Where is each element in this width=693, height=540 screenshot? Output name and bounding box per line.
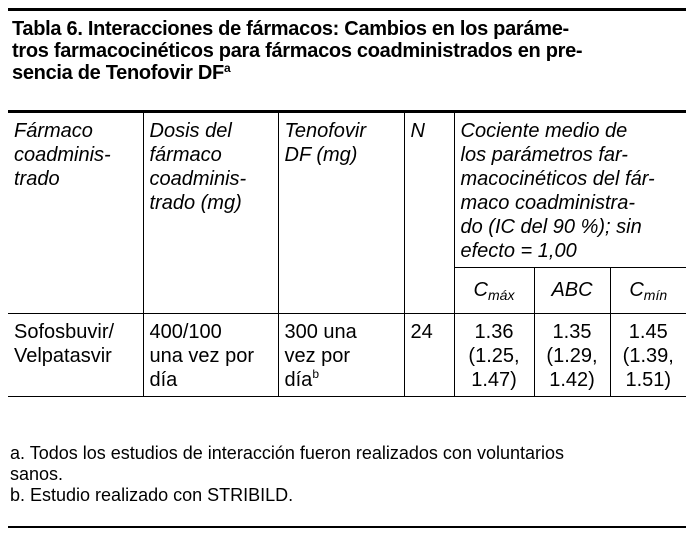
bottom-rule (8, 526, 686, 528)
subheader-abc: ABC (534, 268, 610, 314)
title-line-2: tros farmacocinéticos para fármacos coadministrados en pre- (12, 40, 583, 62)
tenofovir-footnote-marker: b (312, 367, 319, 381)
footnote-b: b. Estudio realizado con STRIBILD. (10, 485, 294, 505)
cell-cmax: 1.36 (1.25, 1.47) (454, 314, 534, 397)
subheader-cmax: $C_{máx}$ (454, 268, 534, 314)
title-line-1: Tabla 6. Interacciones de fármacos: Cambios en los paráme- (12, 18, 569, 40)
header-ratio: Cociente medio de los parámetros far- macocinéticos del fár- maco coadministra- do (IC del 90 %); sin efecto = 1,00 (454, 113, 686, 268)
header-dose: Dosis del fármaco coadminis- trado (mg) (143, 113, 278, 314)
footnote-a-line1: a. Todos los estudios de interacción fueron realizados con voluntarios (10, 443, 565, 463)
header-tenofovir: Tenofovir DF (mg) (278, 113, 404, 314)
footnotes (10, 443, 686, 506)
cell-tenofovir: 300 una vez por día$^b$ (278, 314, 404, 397)
title-line-3 (12, 62, 682, 84)
title-footnote-marker: a (223, 61, 231, 75)
table-title (12, 18, 682, 84)
cell-abc: 1.35 (1.29, 1.42) (534, 314, 610, 397)
subheader-cmin: $C_{mín}$ (610, 268, 686, 314)
footnote-a-line2: sanos. (10, 464, 64, 484)
cell-cmin: 1.45 (1.39, 1.51) (610, 314, 686, 397)
table-row (8, 314, 686, 397)
header-row (8, 113, 686, 268)
header-drug: Fármaco coadminis- trado (8, 113, 143, 314)
top-rule (8, 8, 686, 11)
cell-drug: Sofosbuvir/ Velpatasvir (8, 314, 143, 397)
cell-n: 24 (404, 314, 454, 397)
interaction-table (8, 112, 686, 397)
title-line-3-text: sencia de Tenofovir DF (12, 62, 224, 84)
cell-dose: 400/100 una vez por día (143, 314, 278, 397)
header-n: N (404, 113, 454, 314)
